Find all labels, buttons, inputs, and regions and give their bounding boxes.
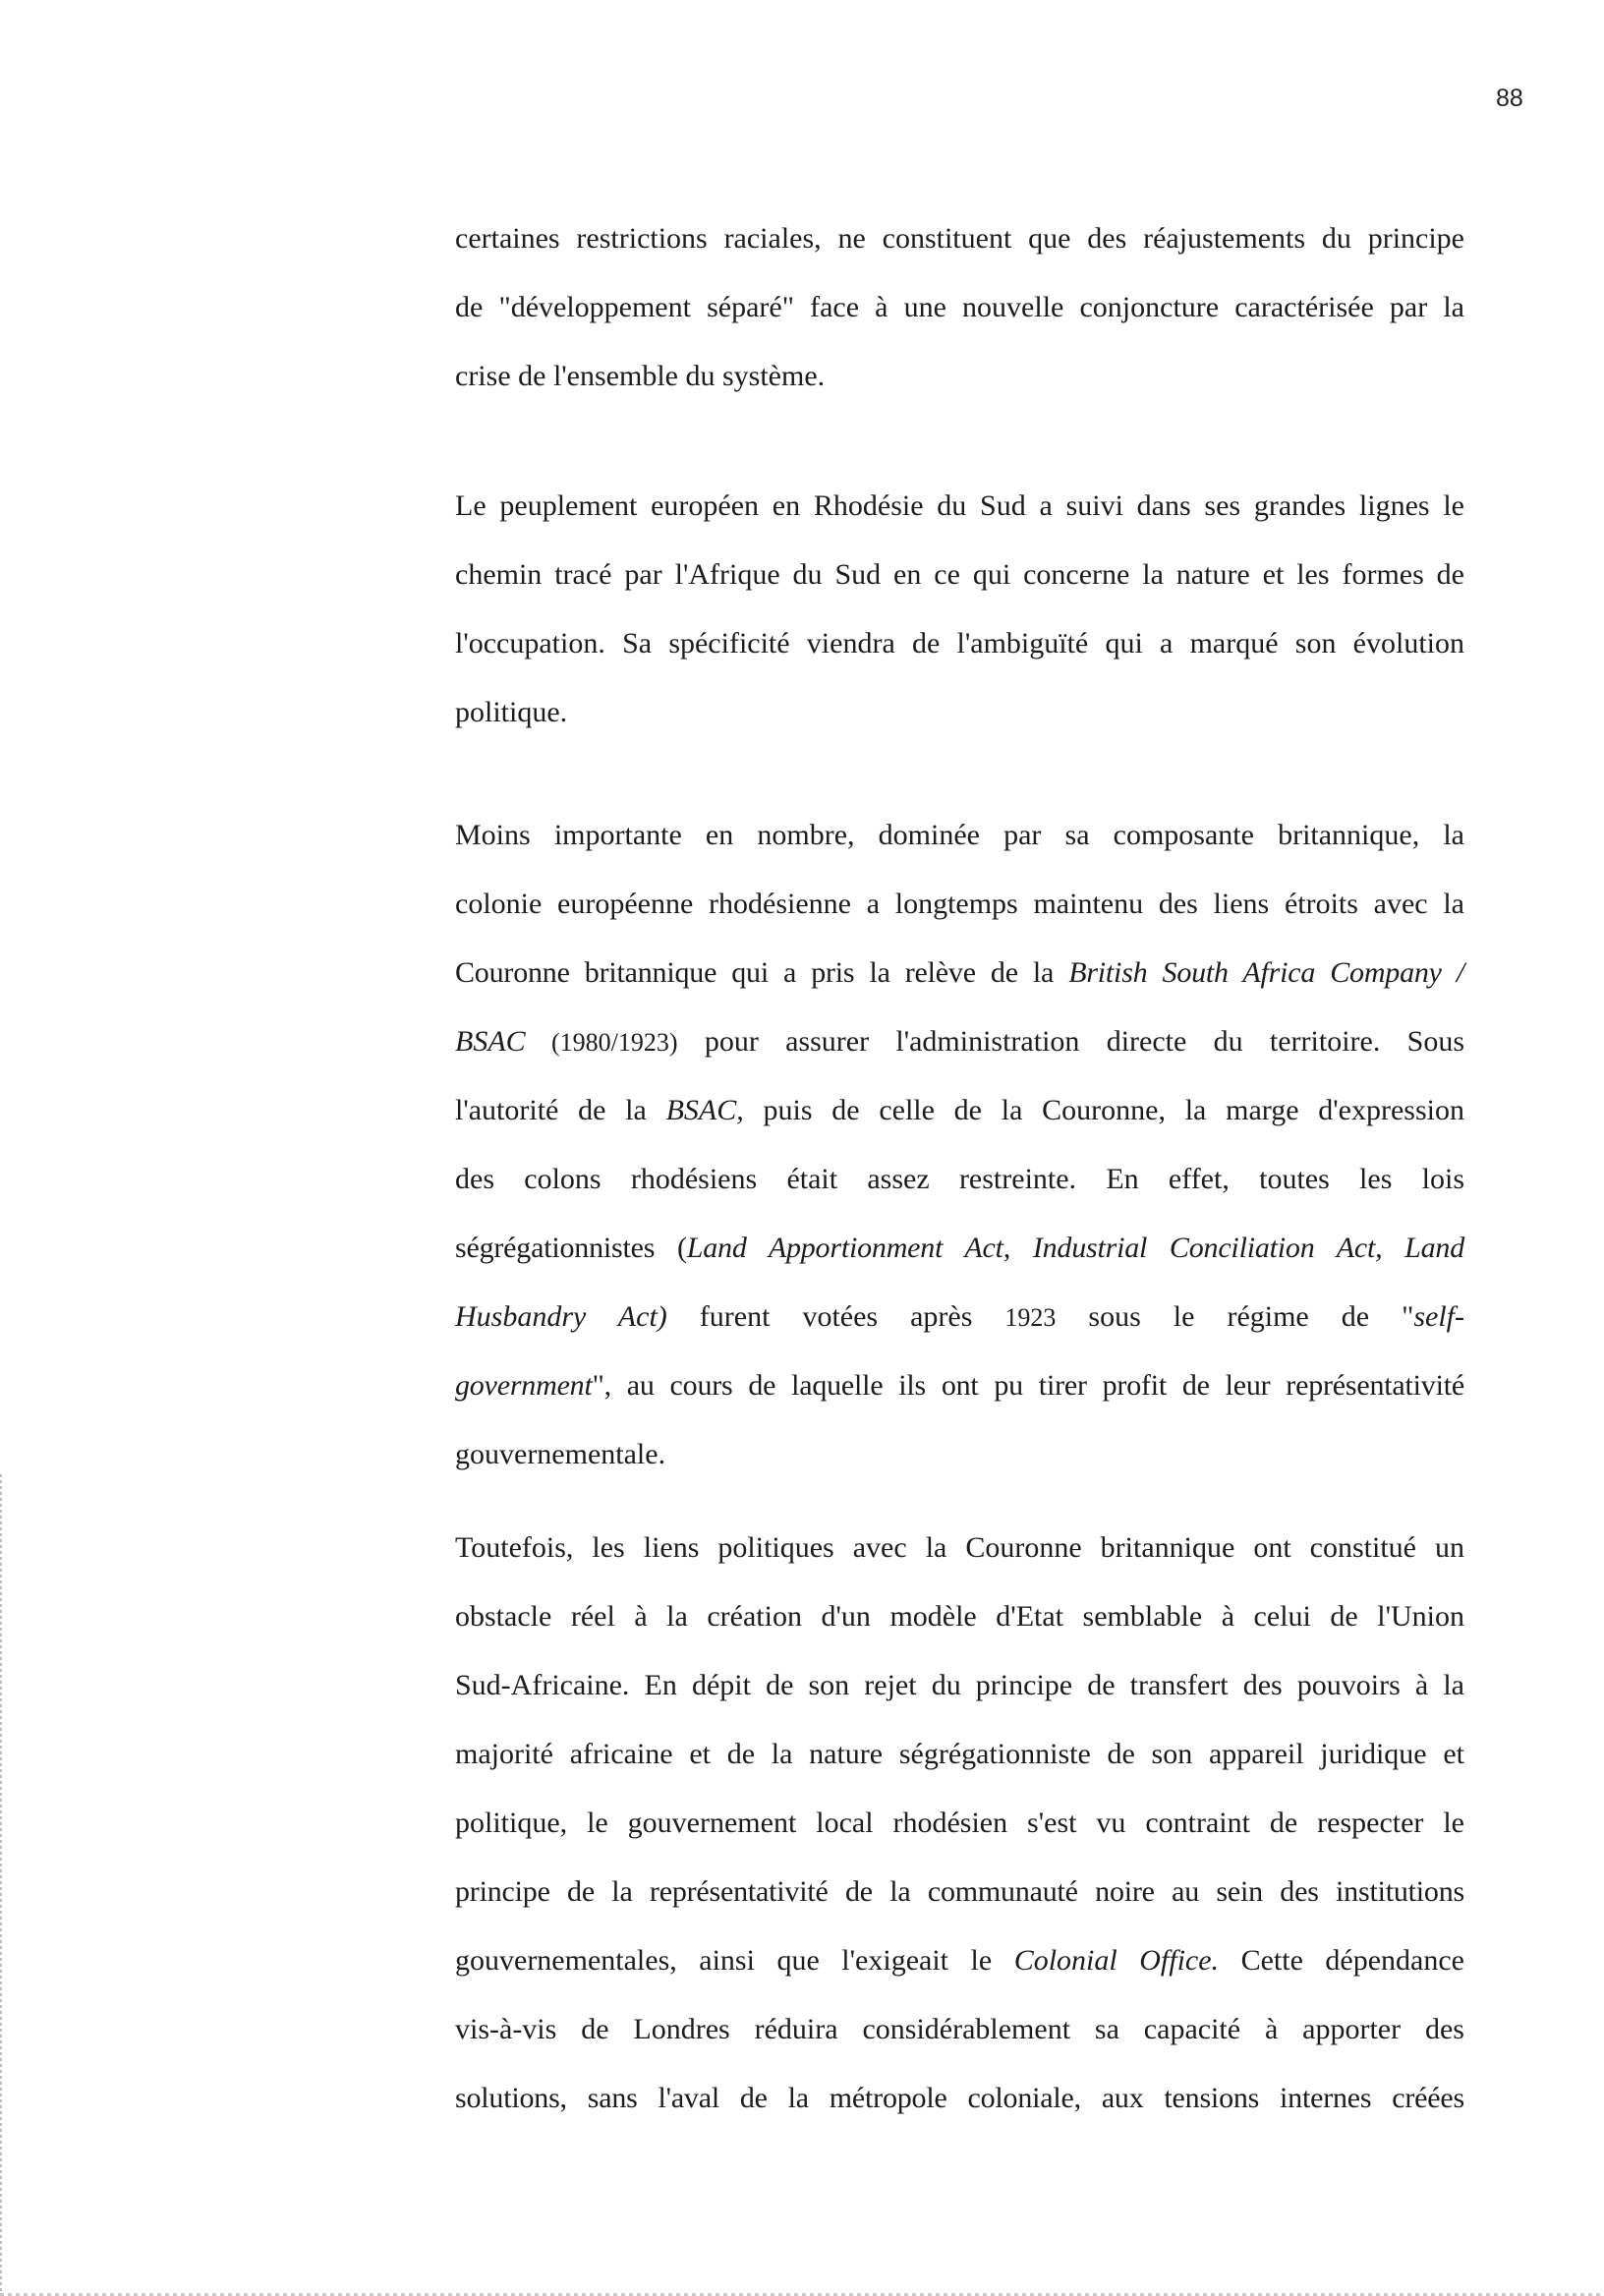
text-segment: furent votées après — [666, 1300, 1005, 1333]
text-line: Moins importante en nombre, dominée par sa composante britannique, la — [455, 819, 1464, 851]
italic-term: British South Africa Company / — [1068, 956, 1464, 989]
text-line: colonie européenne rhodésienne a longtemps maintenu des liens étroits avec la — [455, 888, 1464, 920]
italic-term: Land Apportionment Act, Industrial Conciliation Act, Land — [686, 1232, 1464, 1264]
text-line: de "développement séparé" face à une nouvelle conjoncture caractérisée par la — [455, 291, 1464, 323]
text-segment: l'autorité de la — [455, 1094, 666, 1126]
text-segment: puis de celle de la Couronne, la marge d'expression — [743, 1094, 1464, 1126]
text-line: solutions, sans l'aval de la métropole coloniale, aux tensions internes créées — [455, 2082, 1464, 2114]
text-line — [455, 939, 1464, 1007]
text-segment: sous le régime de " — [1056, 1300, 1414, 1333]
paragraph-2 — [455, 472, 1464, 747]
text-segment: Cette dépendance — [1219, 1944, 1464, 1977]
paragraph-4 — [455, 1514, 1464, 2133]
text-segment: ségrégationnistes ( — [455, 1232, 687, 1264]
text-line: l'occupation. Sa spécificité viendra de l'ambiguïté qui a marqué son évolution — [455, 627, 1464, 660]
text-line: chemin tracé par l'Afrique du Sud en ce qui concerne la nature et les formes de — [455, 558, 1464, 591]
scan-edge-left — [0, 1474, 2, 2296]
italic-term: Colonial Office. — [1013, 1944, 1220, 1977]
text-line — [455, 1007, 1464, 1076]
italic-term: government — [455, 1369, 593, 1402]
italic-term: BSAC — [455, 1025, 526, 1058]
text-segment: ", au cours de laquelle ils ont pu tirer profit de leur représentativité — [592, 1369, 1464, 1402]
text-line: gouvernementale. — [455, 1438, 666, 1470]
italic-term: self- — [1413, 1300, 1464, 1333]
text-line: politique, le gouvernement local rhodésien s'est vu contraint de respecter le — [455, 1807, 1464, 1839]
text-line — [455, 1351, 1464, 1420]
text-line: crise de l'ensemble du système. — [455, 360, 826, 392]
text-line: majorité africaine et de la nature ségrégationniste de son appareil juridique et — [455, 1738, 1464, 1770]
page-number: 88 — [1496, 85, 1523, 112]
text-line: des colons rhodésiens était assez restreinte. En effet, toutes les lois — [455, 1163, 1464, 1195]
text-line: Le peuplement européen en Rhodésie du Sud a suivi dans ses grandes lignes le — [455, 489, 1464, 522]
text-line: principe de la représentativité de la communauté noire au sein des institutions — [455, 1875, 1464, 1908]
date-range: (1980/1923) — [525, 1028, 678, 1057]
italic-term: BSAC, — [665, 1094, 744, 1126]
text-line: politique. — [455, 696, 568, 728]
year: 1923 — [1004, 1303, 1057, 1332]
text-segment: Couronne britannique qui a pris la relève de la — [455, 956, 1069, 989]
text-line: certaines restrictions raciales, ne constituent que des réajustements du principe — [455, 222, 1464, 255]
text-line — [455, 1926, 1464, 1995]
text-line: Sud-Africaine. En dépit de son rejet du principe de transfert des pouvoirs à la — [455, 1669, 1464, 1701]
text-segment: pour assurer l'administration directe du territoire. Sous — [677, 1025, 1464, 1058]
text-line: obstacle réel à la création d'un modèle d'Etat semblable à celui de l'Union — [455, 1600, 1464, 1633]
text-line — [455, 1076, 1464, 1145]
paragraph-1 — [455, 204, 1464, 411]
paragraph-3 — [455, 801, 1464, 1489]
text-line: Toutefois, les liens politiques avec la Couronne britannique ont constitué un — [455, 1531, 1464, 1564]
text-line: vis-à-vis de Londres réduira considérablement sa capacité à apporter des — [455, 2013, 1464, 2045]
text-segment: gouvernementales, ainsi que l'exigeait le — [455, 1944, 1014, 1977]
italic-term: Husbandry Act) — [455, 1300, 667, 1333]
text-line — [455, 1283, 1464, 1351]
text-line — [455, 1214, 1464, 1283]
